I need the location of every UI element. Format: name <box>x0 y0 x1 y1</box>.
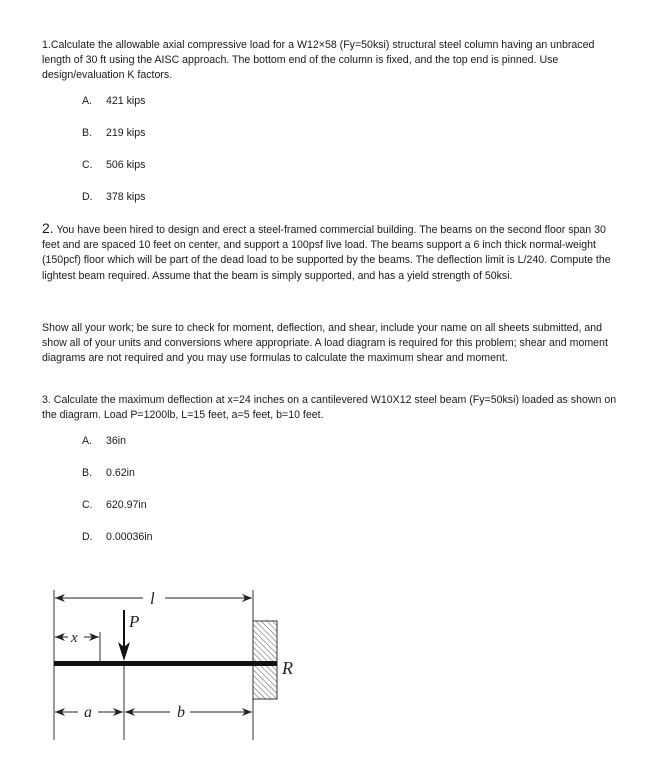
option-letter: C. <box>82 159 93 171</box>
beam <box>54 661 277 666</box>
q1-option-c[interactable] <box>82 158 145 172</box>
cantilever-beam-diagram <box>40 570 310 745</box>
a-label: a <box>84 704 92 721</box>
question-1-body: Calculate the allowable axial compressive load for a W12×58 (Fy=50ksi) structural steel column having an unbraced length of 30 ft using the AISC approach. The bottom end of the column is fixed, and the top end is pinned. Use design/evaluation K factors. <box>42 39 595 82</box>
q1-option-b[interactable] <box>82 126 145 140</box>
option-value: 506 kips <box>106 159 146 171</box>
question-2-body: You have been hired to design and erect a steel-framed commercial building. The beams on the second floor span 30 feet and are spaced 10 feet on center, and support a 100psf live load. The beams support a 6 inch thick normal-weight (150pcf) floor which will be part of the dead load to be supported by the beams. The deflection limit is L/240. Compute the lightest beam required. Assume that the beam is simply supported, and has a yield strength of 50ksi. <box>42 224 611 282</box>
b-label: b <box>177 704 185 721</box>
x-label: x <box>71 630 78 646</box>
q3-option-b[interactable] <box>82 466 135 480</box>
option-value: 620.97in <box>106 499 147 511</box>
option-value: 0.62in <box>106 467 135 479</box>
q3-option-c[interactable] <box>82 498 147 512</box>
question-2-text <box>42 221 617 284</box>
question-3-text <box>42 393 617 423</box>
reaction-label: R <box>282 658 293 678</box>
option-letter: A. <box>82 95 93 107</box>
question-2-instructions: Show all your work; be sure to check for moment, deflection, and shear, include your name on all sheets submitted, and show all of your units and conversions where appropriate. A load diagram is required for this problem; shear and moment diagrams are not required and you may use formulas to calculate the maximum shear and moment. <box>42 322 608 365</box>
option-letter: B. <box>82 467 93 479</box>
question-2-number: 2. <box>42 220 54 236</box>
question-3-body: Calculate the maximum deflection at x=24 inches on a cantilevered W10X12 steel beam (Fy=50ksi) loaded as shown on the diagram. Load P=1200lb, L=15 feet, a=5 feet, b=10 feet. <box>42 394 617 422</box>
q3-option-a[interactable] <box>82 434 126 448</box>
question-3-number: 3. <box>42 394 51 406</box>
load-label: P <box>129 612 140 631</box>
option-letter: B. <box>82 127 93 139</box>
fixed-support-wall <box>253 621 277 699</box>
option-value: 0.00036in <box>106 531 153 543</box>
question-1-number: 1. <box>42 39 51 51</box>
option-value: 378 kips <box>106 191 146 203</box>
length-label: l <box>150 589 155 608</box>
option-value: 421 kips <box>106 95 146 107</box>
q1-option-a[interactable] <box>82 94 145 108</box>
option-letter: D. <box>82 191 93 203</box>
question-1-text <box>42 38 617 84</box>
option-value: 36in <box>106 435 127 447</box>
q1-option-d[interactable] <box>82 190 145 204</box>
option-letter: D. <box>82 531 93 543</box>
option-letter: A. <box>82 435 93 447</box>
option-letter: C. <box>82 499 93 511</box>
option-value: 219 kips <box>106 127 146 139</box>
q3-option-d[interactable] <box>82 530 153 544</box>
